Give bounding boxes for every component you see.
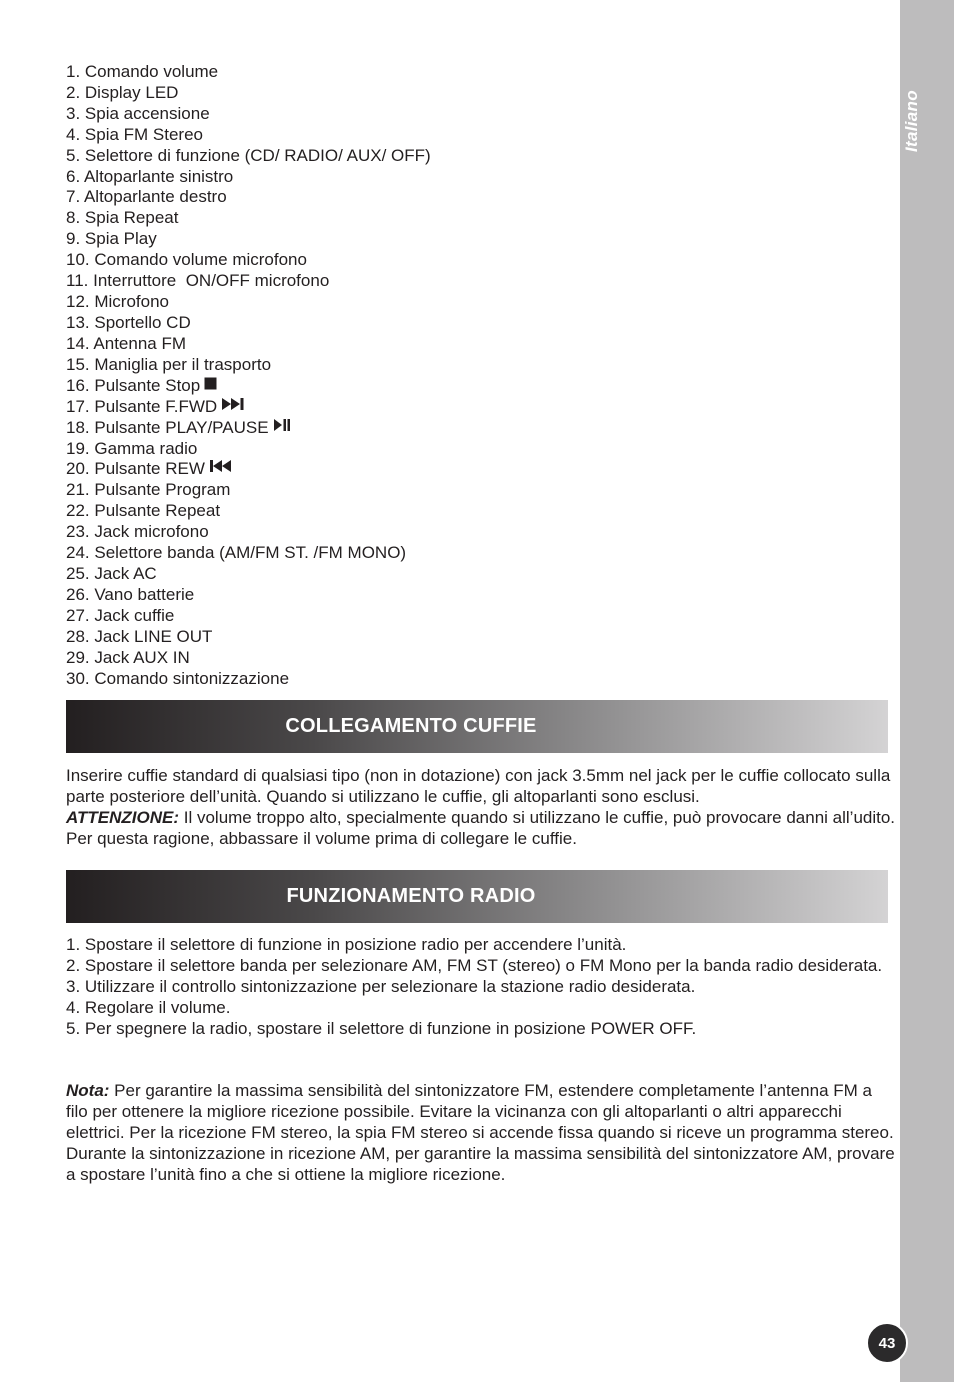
list-item: 6. Altoparlante sinistro — [66, 166, 234, 186]
list-item: 1. Comando volume — [66, 62, 219, 81]
list-item: 2. Display LED — [66, 82, 179, 102]
note-paragraph — [66, 1081, 896, 1186]
list-item: 12. Microfono — [66, 291, 169, 311]
list-item: 5. Per spegnere la radio, spostare il selettore di funzione in posizione POWER OFF. — [66, 1018, 697, 1038]
note-text: Per garantire la massima sensibilità del sintonizzatore FM, estendere completamente l’antenna FM a filo per ottenere la migliore ricezione possibile. Evitare la vicinanza con gli altoparlanti o altri apparecchi elettrici. Per la ricezione FM stereo, la spia FM stereo si accende fissa quando si riceve un programma stereo. Durante la sintonizzazione in ricezione AM, per garantire la massima sensibilità del sintonizzatore AM, provare a spostare l’unità fino a che si ottiene la migliore ricezione. — [66, 1081, 895, 1184]
list-item: 4. Regolare il volume. — [66, 997, 231, 1017]
list-item: 24. Selettore banda (AM/FM ST. /FM MONO) — [66, 543, 407, 563]
list-item: 23. Jack microfono — [66, 522, 209, 542]
language-label: Italiano — [902, 90, 921, 152]
list-item: 20. Pulsante REW — [66, 459, 431, 480]
section-title: COLLEGAMENTO CUFFIE — [285, 715, 537, 737]
list-item: 16. Pulsante Stop — [66, 376, 431, 397]
list-item: 7. Altoparlante destro — [66, 187, 227, 207]
parts-list — [66, 62, 431, 689]
rewind-icon — [209, 458, 233, 479]
play-pause-icon — [273, 417, 291, 438]
warning-label: ATTENZIONE: — [66, 807, 180, 827]
list-item: 11. Interruttore ON/OFF microfono — [66, 271, 330, 291]
list-item: 10. Comando volume microfono — [66, 250, 307, 270]
list-item: 13. Sportello CD — [66, 312, 191, 332]
list-item: 8. Spia Repeat — [66, 208, 179, 228]
fast-forward-icon — [221, 396, 245, 417]
note-label: Nota: — [66, 1081, 110, 1100]
list-item: 25. Jack AC — [66, 564, 157, 583]
stop-icon — [204, 375, 217, 396]
list-item: 17. Pulsante F.FWD — [66, 397, 431, 418]
section-title: FUNZIONAMENTO RADIO — [286, 885, 536, 907]
list-item: 3. Utilizzare il controllo sintonizzazione per selezionare la stazione radio desiderata. — [66, 976, 696, 996]
list-item: 30. Comando sintonizzazione — [66, 668, 290, 688]
list-item: 21. Pulsante Program — [66, 480, 231, 500]
radio-steps-list — [66, 935, 896, 1040]
list-item: 4. Spia FM Stereo — [66, 124, 204, 144]
list-item: 3. Spia accensione — [66, 103, 210, 123]
list-item: 18. Pulsante PLAY/PAUSE — [66, 418, 431, 439]
section-header-headphones — [66, 700, 888, 753]
list-item: 15. Maniglia per il trasporto — [66, 354, 272, 374]
list-item: 14. Antenna FM — [66, 333, 187, 353]
list-item: 28. Jack LINE OUT — [66, 626, 213, 646]
list-item: 29. Jack AUX IN — [66, 647, 190, 667]
page-number-badge: 43 — [866, 1322, 908, 1364]
list-item: 22. Pulsante Repeat — [66, 501, 221, 521]
warning-text: Il volume troppo alto, specialmente quando si utilizzano le cuffie, può provocare danni all’udito. Per questa ragione, abbassare il volume prima di collegare le cuffie. — [66, 807, 896, 848]
list-item: 26. Vano batterie — [66, 584, 195, 604]
section-header-radio — [66, 870, 888, 923]
list-item: 1. Spostare il selettore di funzione in posizione radio per accendere l’unità. — [66, 935, 627, 954]
language-side-tab — [900, 0, 954, 1382]
list-item: 5. Selettore di funzione (CD/ RADIO/ AUX/ OFF) — [66, 145, 431, 165]
headphones-paragraph: Inserire cuffie standard di qualsiasi tipo (non in dotazione) con jack 3.5mm nel jack per le cuffie collocato sulla parte posteriore dell’unità. Quando si utilizzano le cuffie, gli altoparlanti sono esclusi. ATTENZIONE: Il volume troppo alto, specialmente quando si utilizzano le cuffie, può provocare danni all’udito. Per questa ragione, abbassare il volume prima di collegare le cuffie. — [66, 766, 896, 848]
list-item: 9. Spia Play — [66, 229, 157, 249]
list-item: 27. Jack cuffie — [66, 605, 175, 625]
list-item: 2. Spostare il selettore banda per selezionare AM, FM ST (stereo) o FM Mono per la banda radio desiderata. — [66, 955, 883, 975]
list-item: 19. Gamma radio — [66, 438, 198, 458]
